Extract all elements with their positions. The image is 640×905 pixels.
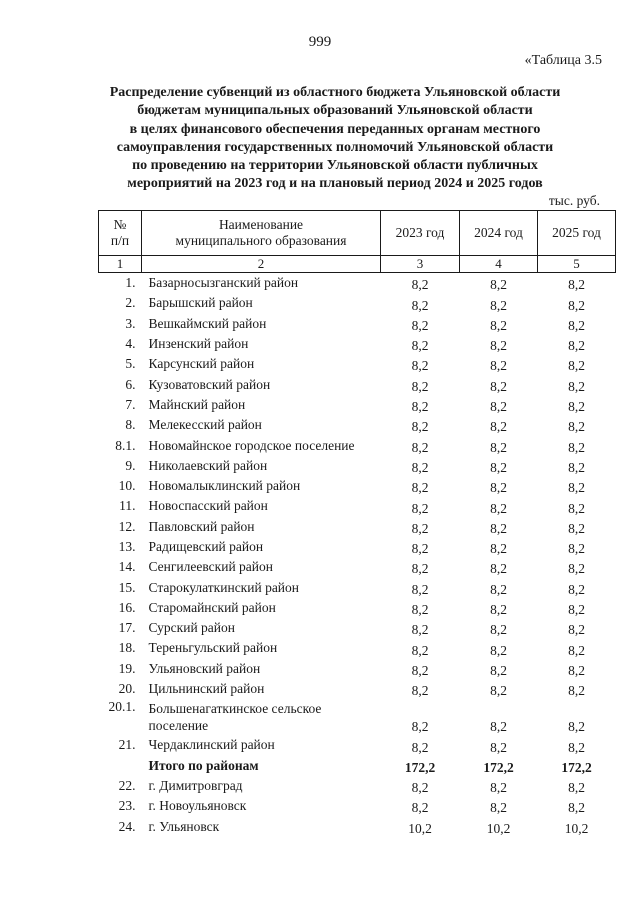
- row-number: 17.: [118, 620, 136, 636]
- value-2023: 8,2: [411, 739, 429, 755]
- value-2024: 8,2: [490, 561, 507, 577]
- table-row: [99, 537, 616, 557]
- value-2025: 8,2: [568, 739, 585, 755]
- row-number: 7.: [125, 396, 136, 412]
- value-2024: 172,2: [483, 759, 514, 775]
- value-2025: 8,2: [568, 683, 585, 699]
- municipality-name: Кузоватовский район: [148, 376, 271, 392]
- municipality-name: Барышский район: [148, 295, 253, 311]
- value-2025: 8,2: [568, 297, 585, 313]
- value-2023: 8,2: [411, 719, 429, 735]
- value-2023: 8,2: [411, 683, 429, 699]
- value-2023: 8,2: [411, 581, 429, 597]
- title-line: бюджетам муниципальных образований Ульяновской области: [137, 103, 533, 119]
- row-number: 19.: [118, 660, 136, 676]
- municipality-name: Большенагаткинское сельское поселение: [148, 701, 322, 734]
- table-row: [99, 577, 616, 597]
- value-2024: 8,2: [490, 683, 507, 699]
- municipality-name: г. Димитровград: [148, 777, 243, 793]
- table-row: [99, 659, 616, 679]
- header-name-line: Наименование: [218, 217, 304, 232]
- municipality-name: Майнский район: [148, 396, 246, 412]
- title-line: самоуправления государственных полномочий Ульяновской области: [116, 139, 554, 155]
- municipality-name: Павловский район: [148, 518, 255, 534]
- value-2024: 8,2: [490, 520, 507, 536]
- value-2024: 8,2: [490, 800, 507, 816]
- value-2023: 8,2: [411, 622, 429, 638]
- value-2024: 8,2: [490, 739, 507, 755]
- value-2024: 8,2: [490, 642, 507, 658]
- row-number: 18.: [118, 640, 136, 656]
- row-number: 23.: [118, 798, 136, 814]
- column-number: 4: [460, 256, 538, 273]
- table-row: [99, 816, 616, 836]
- title-line: по проведению на территории Ульяновской области публичных: [132, 158, 538, 174]
- value-2023: 8,2: [411, 338, 429, 354]
- row-number: 14.: [118, 559, 136, 575]
- column-number-row: [99, 256, 616, 273]
- table-row: [99, 517, 616, 537]
- page-number: 999: [308, 34, 332, 50]
- value-2023: 8,2: [411, 277, 429, 293]
- row-number: 24.: [118, 818, 136, 834]
- table-row: [99, 334, 616, 354]
- header-name-line: муниципального образования: [175, 233, 347, 248]
- value-2023: 8,2: [411, 419, 429, 435]
- value-2025: 8,2: [568, 561, 585, 577]
- value-2023: 8,2: [411, 297, 429, 313]
- municipality-name: Старомайнский район: [148, 599, 276, 615]
- value-2025: 8,2: [568, 800, 585, 816]
- header-number-abbr: п/п: [110, 233, 130, 248]
- municipality-name: Новомалыклинский район: [148, 478, 301, 494]
- row-number: 21.: [118, 737, 136, 753]
- value-2023: 8,2: [411, 561, 429, 577]
- municipality-name: Мелекесский район: [148, 417, 262, 433]
- municipality-name: Итого по районам: [148, 757, 259, 773]
- row-number: 20.: [118, 681, 136, 697]
- value-2025: 8,2: [568, 439, 585, 455]
- table-row: [99, 735, 616, 755]
- value-2025: 8,2: [568, 317, 585, 333]
- value-2025: 8,2: [568, 581, 585, 597]
- table-row: [99, 374, 616, 394]
- municipality-name: Новомайнское городское поселение: [148, 437, 355, 453]
- value-2025: 10,2: [564, 820, 589, 836]
- value-2023: 8,2: [411, 459, 429, 475]
- table-row: [99, 598, 616, 618]
- value-2025: 172,2: [561, 759, 592, 775]
- table-body: [99, 273, 616, 837]
- column-number: 2: [142, 256, 381, 273]
- row-number: 11.: [119, 498, 136, 514]
- value-2025: 8,2: [568, 277, 585, 293]
- value-2024: 8,2: [490, 581, 507, 597]
- value-2024: 8,2: [490, 541, 507, 557]
- value-2024: 8,2: [490, 602, 507, 618]
- municipality-name: г. Новоульяновск: [148, 798, 247, 814]
- row-number: 13.: [118, 539, 136, 554]
- table-row: [99, 314, 616, 334]
- value-2024: 8,2: [490, 399, 507, 415]
- title-line: мероприятий на 2023 год и на плановый период 2024 и 2025 годов: [127, 176, 543, 192]
- municipality-name: Цильнинский район: [148, 681, 265, 697]
- column-number: 5: [538, 256, 616, 273]
- value-2024: 8,2: [490, 419, 507, 435]
- header-2025: 2025 год: [538, 211, 616, 256]
- row-number: 12.: [118, 518, 136, 534]
- units-label: тыс. руб.: [548, 193, 600, 208]
- value-2024: 8,2: [490, 439, 507, 455]
- municipality-name: г. Ульяновск: [148, 818, 220, 834]
- municipality-name: Радищевский район: [148, 539, 264, 554]
- value-2023: 10,2: [408, 820, 432, 836]
- value-2024: 8,2: [490, 719, 507, 735]
- value-2024: 8,2: [490, 277, 507, 293]
- value-2023: 8,2: [411, 480, 429, 496]
- municipality-name: Карсунский район: [148, 356, 255, 372]
- value-2023: 8,2: [411, 399, 429, 415]
- value-2024: 8,2: [490, 338, 507, 354]
- row-number: 10.: [118, 478, 136, 494]
- row-number: [99, 756, 142, 776]
- title-line: в целях финансового обеспечения переданных органам местного: [129, 121, 541, 137]
- value-2025: 8,2: [568, 459, 585, 475]
- value-2025: 8,2: [568, 662, 585, 678]
- row-number: 6.: [125, 376, 136, 392]
- value-2025: 8,2: [568, 338, 585, 354]
- value-2023: 8,2: [411, 800, 429, 816]
- value-2023: 8,2: [411, 602, 429, 618]
- row-number: 20.1.: [108, 699, 136, 715]
- row-number: 8.1.: [115, 437, 136, 453]
- header-name: [142, 211, 381, 256]
- municipality-name: Инзенский район: [148, 336, 249, 352]
- value-2023: 8,2: [411, 439, 429, 455]
- table-row: [99, 354, 616, 374]
- row-number: 1.: [125, 275, 136, 291]
- title-line: Распределение субвенций из областного бюджета Ульяновской области: [109, 85, 561, 100]
- municipality-name: Базарносызганский район: [148, 275, 299, 291]
- value-2025: 8,2: [568, 419, 585, 435]
- value-2023: 8,2: [411, 780, 429, 796]
- row-number: 9.: [125, 457, 136, 473]
- value-2025: 8,2: [568, 780, 585, 796]
- municipality-name: Новоспасский район: [148, 498, 268, 514]
- value-2023: 8,2: [411, 662, 429, 678]
- table-row: [99, 476, 616, 496]
- value-2024: 8,2: [490, 459, 507, 475]
- value-2025: 8,2: [568, 358, 585, 374]
- municipality-name: Ульяновский район: [148, 660, 261, 676]
- value-2023: 8,2: [411, 317, 429, 333]
- value-2025: 8,2: [568, 642, 585, 658]
- row-number: 4.: [125, 336, 136, 352]
- value-2024: 8,2: [490, 500, 507, 516]
- municipality-name: Николаевский район: [148, 457, 268, 473]
- value-2023: 8,2: [411, 378, 429, 394]
- total-row: [99, 756, 616, 776]
- value-2023: 8,2: [411, 642, 429, 658]
- column-number: 3: [381, 256, 460, 273]
- column-number: 1: [99, 256, 142, 273]
- header-number-symbol: №: [113, 217, 127, 232]
- row-number: 22.: [118, 777, 136, 793]
- subsidy-table: [98, 210, 616, 837]
- value-2024: 10,2: [486, 820, 511, 836]
- table-row: [99, 415, 616, 435]
- table-row: [99, 395, 616, 415]
- value-2023: 8,2: [411, 520, 429, 536]
- municipality-name: Вешкаймский район: [148, 315, 267, 331]
- value-2024: 8,2: [490, 297, 507, 313]
- value-2024: 8,2: [490, 622, 507, 638]
- municipality-name: Тереньгульский район: [148, 640, 278, 656]
- table-row: [99, 496, 616, 516]
- value-2025: 8,2: [568, 719, 585, 735]
- table-label: «Таблица 3.5: [524, 53, 602, 68]
- header-2024: 2024 год: [460, 211, 538, 256]
- value-2025: 8,2: [568, 602, 585, 618]
- table-row: [99, 273, 616, 294]
- table-row: [99, 435, 616, 455]
- table-row: [99, 699, 616, 735]
- value-2023: 8,2: [411, 500, 429, 516]
- table-row: [99, 293, 616, 313]
- table-title: [100, 84, 570, 194]
- municipality-name: Сенгилеевский район: [148, 559, 273, 575]
- municipality-name: Сурский район: [148, 620, 235, 636]
- row-number: 3.: [125, 315, 136, 331]
- value-2024: 8,2: [490, 480, 507, 496]
- value-2023: 8,2: [411, 358, 429, 374]
- table-row: [99, 456, 616, 476]
- value-2024: 8,2: [490, 662, 507, 678]
- row-number: 15.: [118, 579, 136, 595]
- value-2025: 8,2: [568, 399, 585, 415]
- value-2023: 8,2: [411, 541, 429, 557]
- value-2025: 8,2: [568, 500, 585, 516]
- value-2025: 8,2: [568, 520, 585, 536]
- table-row: [99, 679, 616, 699]
- row-number: 2.: [125, 295, 136, 311]
- header-2023: 2023 год: [381, 211, 460, 256]
- value-2025: 8,2: [568, 622, 585, 638]
- table-row: [99, 638, 616, 658]
- table-row: [99, 557, 616, 577]
- table-row: [99, 796, 616, 816]
- value-2025: 8,2: [568, 541, 585, 557]
- table-header-row: [99, 211, 616, 256]
- row-number: 8.: [125, 417, 136, 433]
- value-2025: 8,2: [568, 378, 585, 394]
- header-number: [99, 211, 142, 256]
- value-2024: 8,2: [490, 358, 507, 374]
- row-number: 5.: [125, 356, 136, 372]
- value-2023: 172,2: [404, 759, 436, 775]
- value-2025: 8,2: [568, 480, 585, 496]
- municipality-name: Чердаклинский район: [148, 737, 275, 753]
- row-number: 16.: [118, 599, 136, 615]
- municipality-name: Старокулаткинский район: [148, 579, 300, 595]
- value-2024: 8,2: [490, 378, 507, 394]
- value-2024: 8,2: [490, 317, 507, 333]
- table-row: [99, 776, 616, 796]
- value-2024: 8,2: [490, 780, 507, 796]
- table-row: [99, 618, 616, 638]
